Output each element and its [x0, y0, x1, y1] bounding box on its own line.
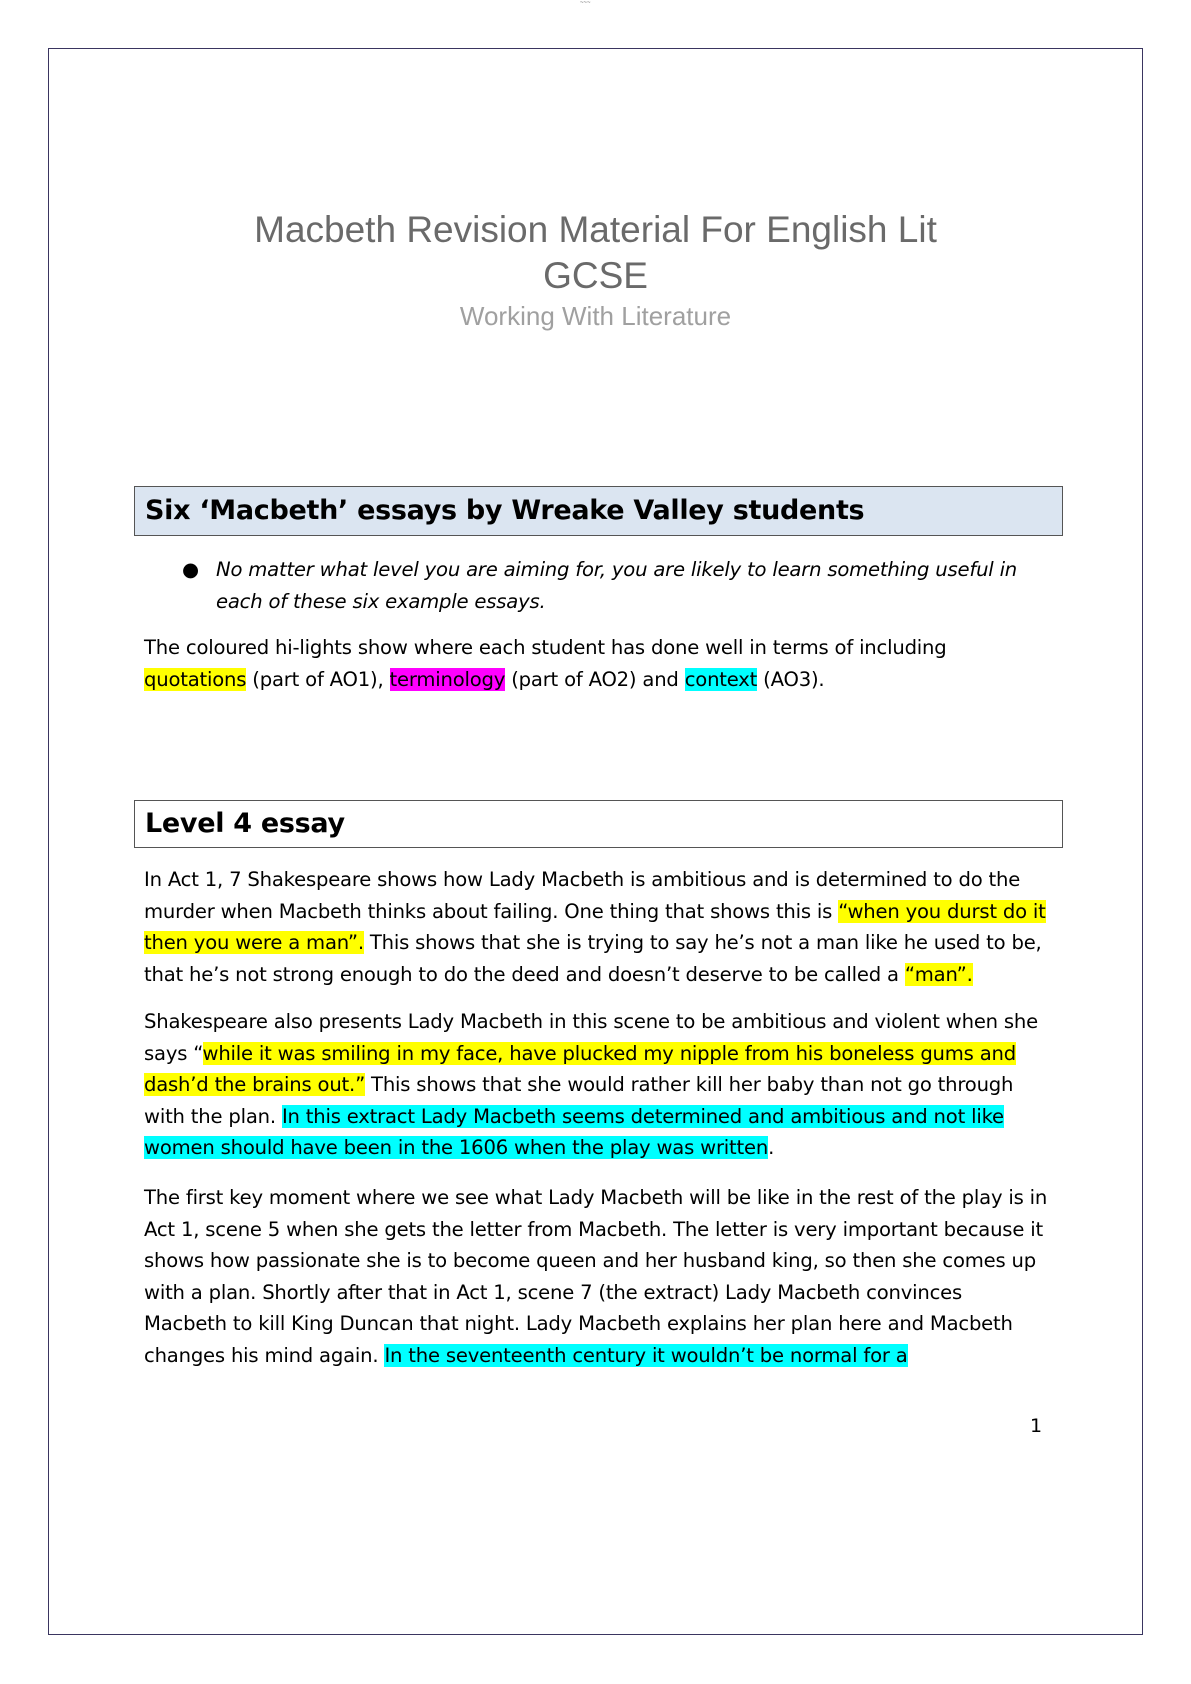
- intro-bullet: [144, 554, 1049, 617]
- essay-text: The first key moment where we see what Lady Macbeth will be like in the rest of the play is in Act 1, scene 5 when she gets the letter from Macbeth. The letter is very important because it shows how passionate she is to become queen and her husband king, so then she comes up with a plan. Shortly after that in Act 1, scene 7 (the extract) Lady Macbeth convinces Macbeth to kill King Duncan that night. Lady Macbeth explains her plan here and Macbeth changes his mind again.: [144, 1186, 1048, 1367]
- essay-text: .: [768, 1136, 775, 1160]
- key-text: The coloured hi-lights show where each student has done well in terms of including: [144, 636, 947, 659]
- essay-text: This shows that she would rather kill her baby than not go through with the plan.: [144, 1073, 1014, 1128]
- bullet-icon: ●: [182, 558, 200, 581]
- quotation-highlight: “when you durst do it then you were a man”.: [144, 899, 1046, 955]
- intro-bullet-text: No matter what level you are aiming for, you are likely to learn something useful in each of these six example essays.: [216, 558, 1018, 613]
- quotation-highlight: while it was smiling in my face, have plucked my nipple from his boneless gums and dash’d the brains out.”: [144, 1041, 1016, 1097]
- key-text: (part of AO2) and: [505, 667, 685, 691]
- essay-text: In Act 1, 7 Shakespeare shows how Lady Macbeth is ambitious and is determined to do the murder when Macbeth thinks about failing. One thing that shows this is: [144, 868, 1021, 923]
- context-highlight: In this extract Lady Macbeth seems determined and ambitious and not like women should have been in the 1606 when the play was written: [144, 1104, 1004, 1160]
- context-highlight: In the seventeenth century it wouldn’t be normal for a: [384, 1343, 908, 1367]
- title-line-2: GCSE: [543, 255, 648, 296]
- key-text: (AO3).: [757, 667, 825, 691]
- level4-paragraph-2: [144, 1006, 1049, 1164]
- document-title: [0, 207, 1191, 299]
- section-heading-six-essays: Six ‘Macbeth’ essays by Wreake Valley students: [134, 486, 1063, 536]
- level4-paragraph-1: [144, 864, 1049, 990]
- title-line-1: Macbeth Revision Material For English Lit: [254, 209, 937, 250]
- key-context: context: [684, 667, 758, 691]
- key-terminology: terminology: [389, 667, 506, 691]
- page-number: 1: [1030, 1415, 1043, 1437]
- essay-text: Shakespeare also presents Lady Macbeth in this scene to be ambitious and violent when she says “: [144, 1010, 1039, 1065]
- key-text: (part of AO1),: [246, 667, 390, 691]
- highlight-key-paragraph: [144, 632, 1049, 695]
- header-mark: ~~~: [580, 0, 591, 6]
- document-subtitle: Working With Literature: [459, 301, 732, 331]
- key-quotations: quotations: [144, 667, 247, 691]
- quotation-highlight: “man”.: [904, 962, 973, 986]
- section-heading-level4: Level 4 essay: [134, 800, 1063, 848]
- essay-text: This shows that she is trying to say he’s not a man like he used to be, that he’s not strong enough to do the deed and doesn’t deserve to be called a: [144, 931, 1042, 986]
- level4-paragraph-3: [144, 1182, 1049, 1372]
